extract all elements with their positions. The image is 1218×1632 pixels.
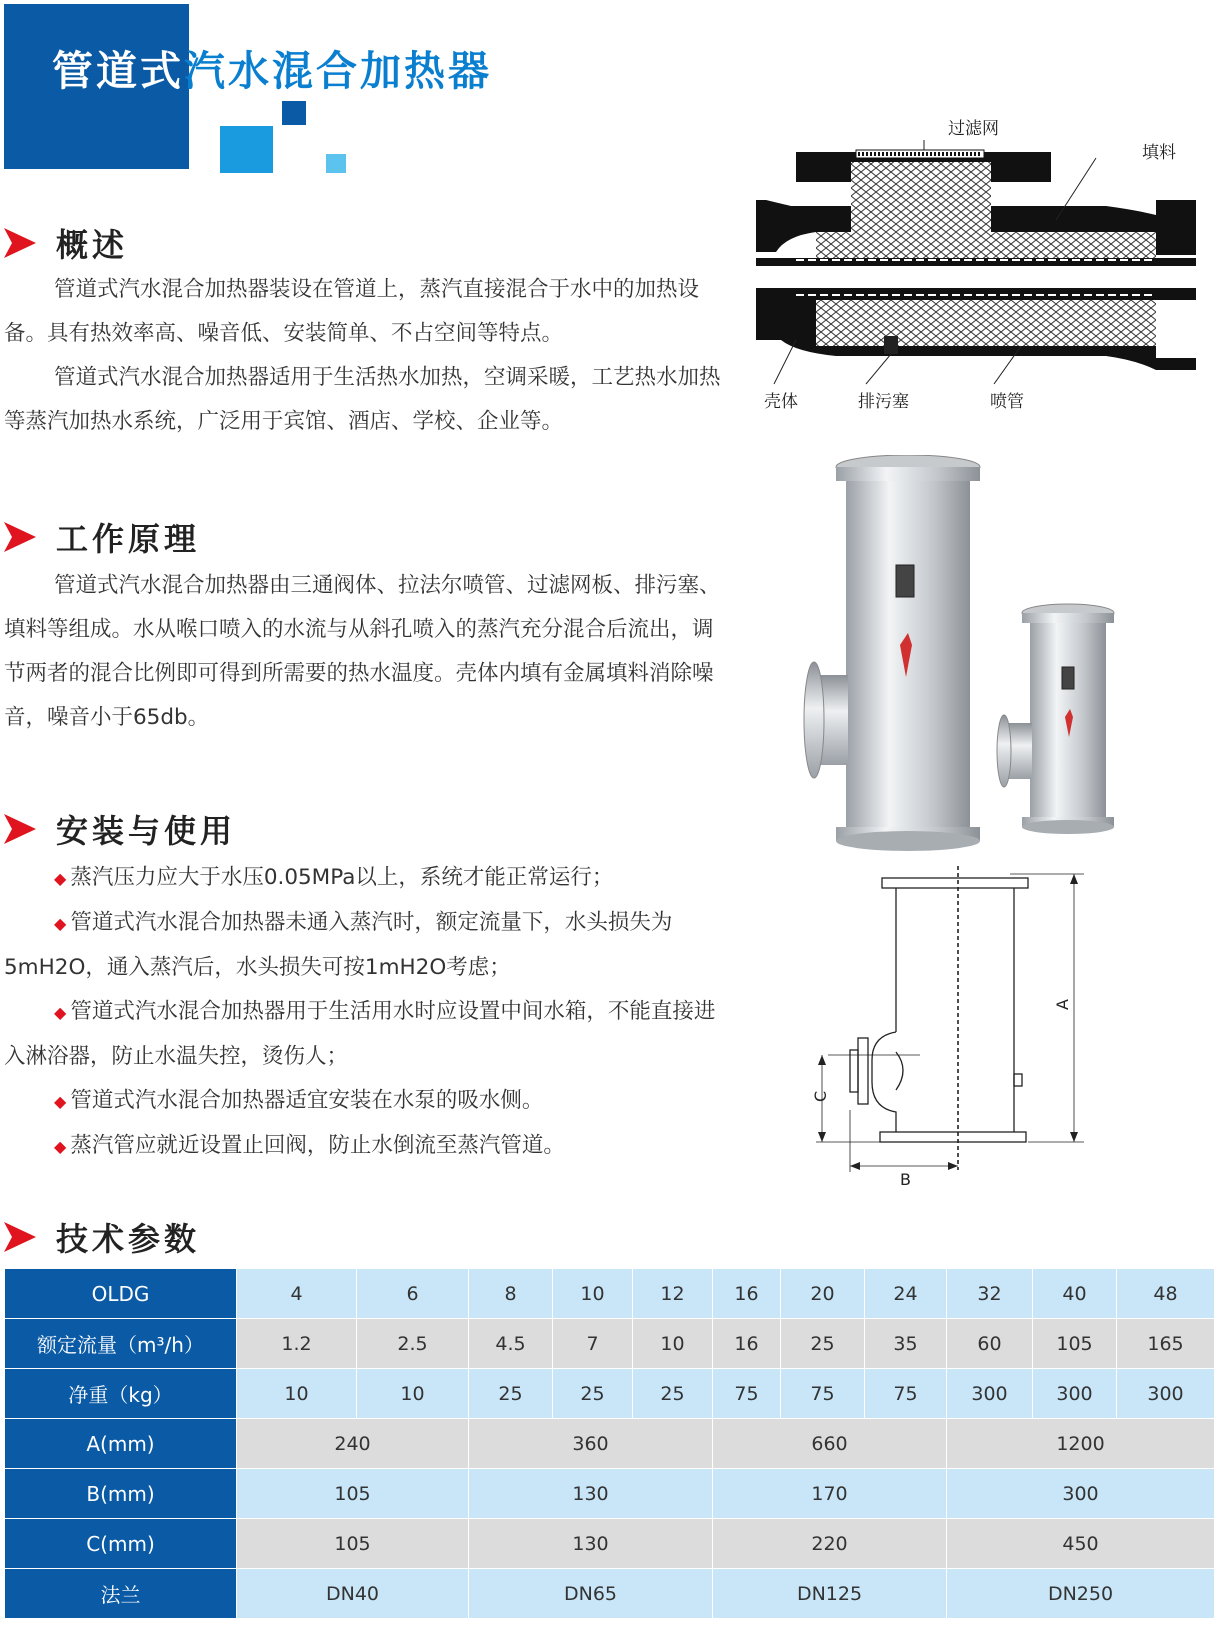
decor-square	[220, 126, 273, 173]
list-item: ◆ 管道式汽水混合加热器用于生活用水时应设置中间水箱，不能直接进入淋浴器，防止水温失控，烫伤人；	[4, 999, 716, 1069]
section-heading-overview: 概述	[4, 220, 128, 266]
table-row: B(mm) 105 130 170 300	[5, 1469, 1215, 1519]
spec-table	[4, 1268, 1215, 1619]
product-photo	[800, 455, 1200, 875]
row-header: OLDG	[5, 1269, 237, 1319]
label-drain: 排污塞	[858, 392, 909, 412]
dim-b-label: B	[900, 1170, 911, 1189]
page-title: 管道式汽水混合加热器	[52, 47, 492, 95]
section-heading-principle: 工作原理	[4, 514, 200, 560]
table-row: 额定流量（m³/h） 1.2 2.5 4.5 7 10 16 25 35 60 105 165	[5, 1319, 1215, 1369]
row-header: 法兰	[5, 1569, 237, 1619]
list-item: ◆ 蒸汽管应就近设置止回阀，防止水倒流至蒸汽管道。	[54, 1133, 565, 1158]
decor-square	[326, 154, 346, 173]
row-header: 净重（kg）	[5, 1369, 237, 1419]
list-item: ◆ 蒸汽压力应大于水压0.05MPa以上，系统才能正常运行；	[54, 865, 614, 890]
arrow-icon	[4, 522, 36, 552]
section-heading-install: 安装与使用	[4, 806, 236, 852]
section-heading-specs: 技术参数	[4, 1214, 200, 1260]
install-list	[4, 856, 734, 1169]
dimension-drawing	[810, 860, 1110, 1190]
table-row: A(mm) 240 360 660 1200	[5, 1419, 1215, 1469]
row-header: A(mm)	[5, 1419, 237, 1469]
table-row: OLDG 4 6 8 10 12 16 20 24 32 40 48	[5, 1269, 1215, 1319]
list-item: ◆ 管道式汽水混合加热器未通入蒸汽时，额定流量下，水头损失为5mH2O，通入蒸汽后，水头损失可按1mH2O考虑；	[4, 910, 673, 980]
row-header: 额定流量（m³/h）	[5, 1319, 237, 1369]
overview-text: 管道式汽水混合加热器装设在管道上，蒸汽直接混合于水中的加热设备。具有热效率高、噪音低、安装简单、不占空间等特点。 管道式汽水混合加热器适用于生活热水加热，空调采暖，工艺热水加热等蒸汽加热水系统，广泛用于宾馆、酒店、学校、企业等。	[4, 277, 721, 434]
arrow-icon	[4, 1222, 36, 1252]
label-shell: 壳体	[764, 392, 798, 412]
table-row: C(mm) 105 130 220 450	[5, 1519, 1215, 1569]
dim-c-label: C	[811, 1090, 830, 1102]
arrow-icon	[4, 228, 36, 258]
label-packing: 填料	[1142, 143, 1176, 163]
list-item: ◆ 管道式汽水混合加热器适宜安装在水泵的吸水侧。	[54, 1088, 544, 1113]
principle-text: 管道式汽水混合加热器由三通阀体、拉法尔喷管、过滤网板、排污塞、填料等组成。水从喉口喷入的水流与从斜孔喷入的蒸汽充分混合后流出，调节两者的混合比例即可得到所需要的热水温度。壳体内填有金属填料消除噪音，噪音小于65db。	[4, 573, 721, 730]
decor-square	[282, 101, 306, 125]
arrow-icon	[4, 814, 36, 844]
cross-section-diagram	[756, 140, 1196, 420]
table-row: 净重（kg） 10 10 25 25 25 75 75 75 300 300 300	[5, 1369, 1215, 1419]
label-filter: 过滤网	[948, 119, 999, 139]
row-header: C(mm)	[5, 1519, 237, 1569]
table-row: 法兰 DN40 DN65 DN125 DN250	[5, 1569, 1215, 1619]
dim-a-label: A	[1053, 999, 1072, 1010]
label-nozzle: 喷管	[990, 392, 1024, 412]
row-header: B(mm)	[5, 1469, 237, 1519]
